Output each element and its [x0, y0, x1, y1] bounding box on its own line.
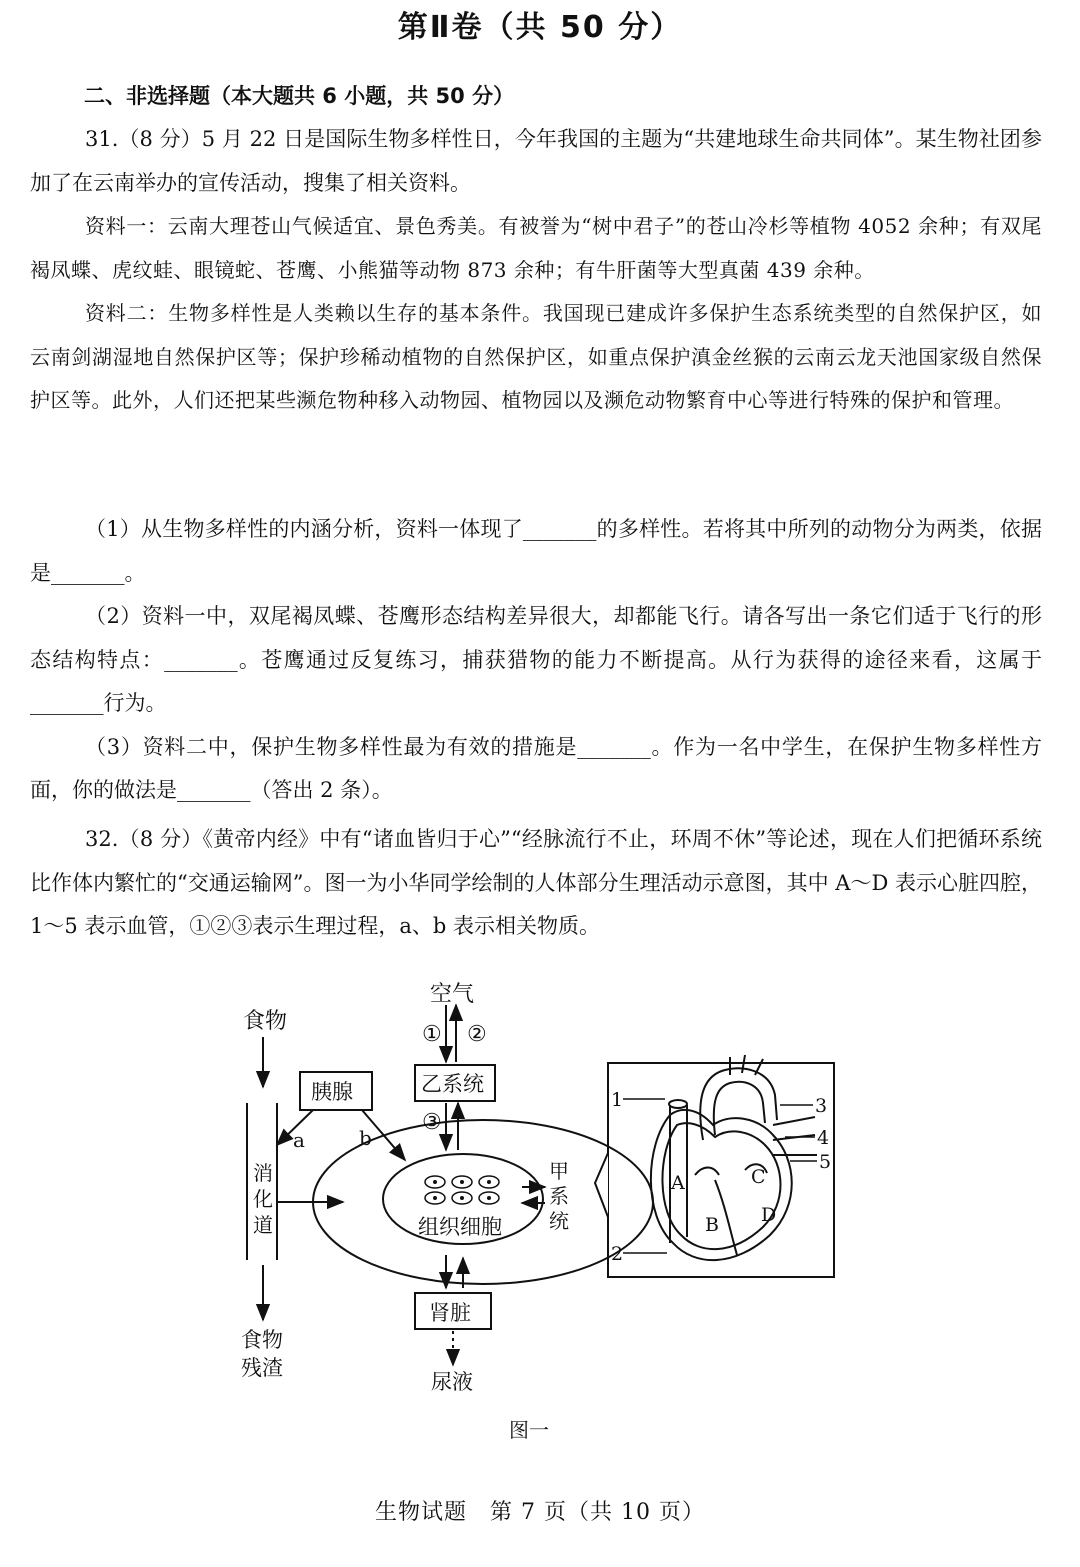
tissue-cells-label: 组织细胞 [418, 1215, 502, 1239]
aortic-arch-inner [714, 1082, 765, 1135]
q32-intro: 32.（8 分）《黄帝内经》中有“诸血皆归于心”“经脉流行不止，环周不休”等论述，现在人们把循环系统比作体内繁忙的“交通运输网”。图一为小华同学绘制的人体部分生理活动示意图，其中 A～D 表示心脏四腔，1～5 表示血管，①②③表示生理过程，a、b 表示相关物质。 [30, 827, 1042, 938]
page-footer: 生物试题 第 7 页（共 10 页） [375, 1500, 705, 1525]
chamber-b-label: B [705, 1214, 719, 1236]
food-residue-label-1: 食物 [241, 1328, 283, 1352]
question-32 [30, 818, 1042, 949]
urine-label: 尿液 [431, 1370, 473, 1394]
kidney-label: 肾脏 [429, 1301, 471, 1325]
respiratory-system-label: 乙系统 [421, 1072, 484, 1096]
circulatory-system-label-1: 甲 [549, 1159, 569, 1183]
vessel-5-label: 5 [819, 1151, 832, 1173]
food-residue-label-2: 残渣 [241, 1356, 283, 1380]
chamber-d-label: D [761, 1204, 777, 1226]
q31-intro: 31.（8 分）5 月 22 日是国际生物多样性日，今年我国的主题为“共建地球生命共同体”。某生物社团参加了在云南举办的宣传活动，搜集了相关资料。 [30, 127, 1042, 195]
digestive-tract-label-3: 道 [253, 1213, 273, 1237]
figure-caption: 图一 [509, 1418, 549, 1442]
process-2-label: ② [467, 1022, 487, 1047]
chamber-a-label: A [671, 1172, 685, 1194]
q31-material-2: 资料二：生物多样性是人类赖以生存的基本条件。我国现已建成许多保护生态系统类型的自然保护区，如云南剑湖湿地自然保护区等；保护珍稀动植物的自然保护区，如重点保护滇金丝猴的云南云龙天池国家级自然保护区等。此外，人们还把某些濒危物种移入动物园、植物园以及濒危动物繁育中心等进行特殊的保护和管理。 [30, 301, 1042, 412]
heart-frame [608, 1063, 834, 1277]
q31-sub-3: （3）资料二中，保护生物多样性最为有效的措施是_______。作为一名中学生，在保护生物多样性方面，你的做法是_______（答出 2 条）。 [30, 734, 1042, 802]
process-1-label: ① [422, 1022, 442, 1047]
physiology-diagram [225, 975, 845, 1445]
vessel-2-label: 2 [611, 1243, 624, 1265]
digestive-tract-label-1: 消 [253, 1161, 273, 1185]
vena-cava-top [669, 1100, 687, 1108]
circulatory-system-label-3: 统 [549, 1209, 569, 1233]
q31-material-1: 资料一：云南大理苍山气候适宜、景色秀美。有被誉为“树中君子”的苍山冷杉等植物 4052 余种；有双尾褐凤蝶、虎纹蛙、眼镜蛇、苍鹰、小熊猫等动物 873 余种；有牛肝菌等大型真菌 439 余种。 [30, 214, 1042, 282]
chamber-c-label: C [751, 1166, 766, 1188]
vessel-4-label: 4 [817, 1127, 830, 1149]
pancreas-label: 胰腺 [311, 1080, 353, 1104]
food-label: 食物 [243, 1009, 288, 1034]
q31-sub-1: （1）从生物多样性的内涵分析，资料一体现了_______的多样性。若将其中所列的动物分为两类，依据是_______。 [30, 517, 1042, 585]
vessel-1-label: 1 [611, 1089, 624, 1111]
secretion-b-label: b [359, 1126, 372, 1150]
circulatory-system-label-2: 系 [549, 1184, 569, 1208]
digestive-tract-label-2: 化 [253, 1187, 273, 1211]
vessel-3-label: 3 [815, 1095, 828, 1117]
air-label: 空气 [430, 982, 475, 1007]
section-heading: 二、非选择题（本大题共 6 小题，共 50 分） [84, 84, 515, 108]
process-3-label: ③ [422, 1110, 442, 1135]
secretion-a-label: a [293, 1128, 305, 1152]
q31-sub-2: （2）资料一中，双尾褐凤蝶、苍鹰形态结构差异很大，却都能飞行。请各写出一条它们适于飞行的形态结构特点：_______。苍鹰通过反复练习，捕获猎物的能力不断提高。从行为获得的途径来看，这属于_______行为。 [30, 604, 1042, 715]
question-31-subquestions [30, 508, 1042, 813]
heart-notch [595, 1153, 608, 1217]
page-title: 第Ⅱ卷（共 50 分） [397, 10, 683, 45]
pulmonary-vessels [773, 1117, 817, 1155]
figure-1 [225, 975, 845, 1445]
question-31 [30, 118, 1042, 423]
